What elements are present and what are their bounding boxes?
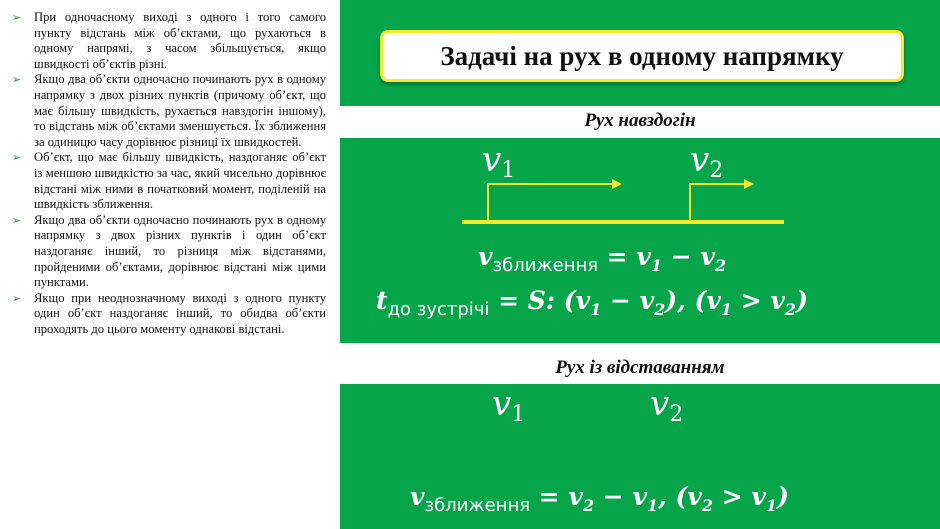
diagram-panel bbox=[340, 0, 940, 529]
bullet-text: Об’єкт, що має більшу швидкість, наздоганяє об’єкт із меншою швидкістю за час, який чисельно дорівнює відстані між ними в початковий момент, поділеній на швидкість зближення. bbox=[34, 150, 326, 212]
arrowhead-v1 bbox=[612, 179, 622, 189]
bullet-text: Якщо при неоднозначному виході з одного пункту один об’єкт наздоганяє інший, то обидва об’єкти проходять до цього моменту однакові відстані. bbox=[34, 290, 326, 336]
section1-heading: Рух навздогін bbox=[584, 110, 696, 131]
bullet-item bbox=[12, 291, 326, 338]
arrow-bullet-icon: ➢ bbox=[12, 214, 22, 227]
v2-label: $v_2$ bbox=[650, 384, 684, 427]
formula-meeting-time: $t_{до зустрічі} = S$: $(v_1 - v_2)$, $(v_1 > v_2)$ bbox=[376, 286, 808, 320]
bullet-item bbox=[12, 150, 326, 212]
v1-label: $v_1$ bbox=[492, 384, 526, 427]
bullet-text: Якщо два об’єкти одночасно починають рух в одному напрямку з двох різних пунктів і один об’єкт наздоганяє інший, то різниця між відстанями, пройденими об’єктами, дорівнює відстані між цими пунктами. bbox=[34, 212, 326, 290]
road-line-1 bbox=[462, 220, 784, 224]
bullet-text: Якщо два об’єкти одночасно починають рух в одному напрямку з двох різних пунктів (причому об’єкт, що має більшу швидкість, рухається навздогін іншому), то відстань між об’єктами зменшується. Їх зближення за одиницю часу дорівнює різниці їх швидкостей. bbox=[34, 72, 326, 149]
arrow-v1 bbox=[488, 184, 612, 220]
bullet-item bbox=[12, 72, 326, 150]
arrow-v2 bbox=[690, 184, 744, 220]
section2-heading: Рух із відставанням bbox=[555, 357, 725, 378]
formula-approach-speed: $v_{зближення} = v_1 - v_2$ bbox=[478, 242, 727, 276]
arrow-bullet-icon: ➢ bbox=[12, 12, 22, 24]
arrowhead-v2 bbox=[744, 179, 754, 189]
bullet-item bbox=[12, 10, 326, 72]
v2-label: $v_2$ bbox=[690, 140, 724, 183]
bullet-item bbox=[12, 213, 326, 291]
arrow-bullet-icon: ➢ bbox=[12, 152, 22, 165]
section1-arrows bbox=[462, 179, 784, 224]
v1-label: $v_1$ bbox=[482, 140, 516, 183]
arrow-bullet-icon: ➢ bbox=[12, 292, 22, 305]
bullet-list bbox=[0, 0, 340, 337]
formula-approach-speed-2: $v_{зближення} = v_2 - v_1$, $(v_2 > v_1)$ bbox=[410, 482, 789, 516]
text-panel bbox=[0, 0, 340, 529]
page-title: Задачі на рух в одному напрямку bbox=[440, 40, 844, 71]
arrow-bullet-icon: ➢ bbox=[12, 74, 22, 87]
bullet-text: При одночасному виході з одного і того самого пункту відстань між об’єктами, що рухаються в одному напрямі, з часом збільшується, якщо швидкості об’єктів різні. bbox=[34, 10, 326, 71]
